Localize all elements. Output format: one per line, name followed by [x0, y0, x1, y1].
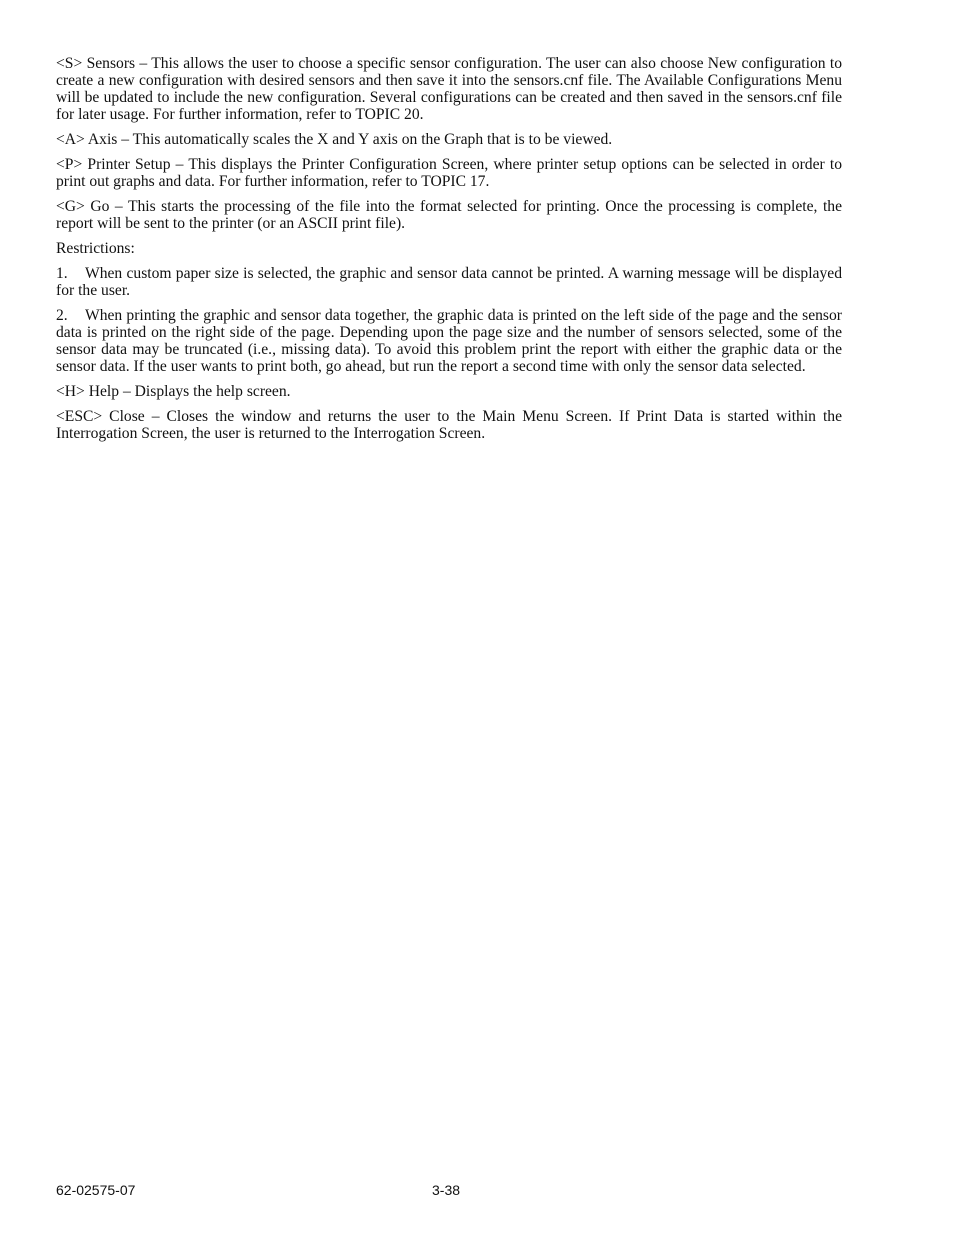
restriction-text-2: When printing the graphic and sensor data together, the graphic data is printed on the left side of the page and the sensor data is printed on the right side of the page. Depending upon the page size and the number of sensors selected, some of the sensor data may be truncated (i.e., missing data). To avoid this problem print the report with either the graphic data or the sensor data. If the user wants to print both, go ahead, but run the report a second time with only the sensor data selected.: [56, 307, 842, 375]
restriction-number-1: 1.: [56, 265, 68, 282]
printer-setup-dash: –: [170, 156, 189, 173]
restrictions-heading: Restrictions:: [56, 240, 135, 257]
footer-page-number: 3-38: [432, 1182, 461, 1198]
axis-key: <A> Axis: [56, 131, 118, 148]
help-paragraph: [56, 383, 842, 400]
printer-setup-text: This displays the Printer Configuration Screen, where printer setup options can be selected in order to print out graphs and data. For further information, refer to TOPIC 17.: [56, 156, 842, 190]
close-key: <ESC> Close: [56, 408, 145, 425]
sensors-key: <S> Sensors: [56, 55, 136, 72]
page-body: [56, 55, 842, 450]
printer-setup-key: <P> Printer Setup: [56, 156, 171, 173]
restriction-number-2: 2.: [56, 307, 68, 324]
go-key: <G> Go: [56, 198, 110, 215]
close-paragraph: [56, 408, 842, 442]
go-dash: –: [109, 198, 128, 215]
axis-paragraph: [56, 131, 842, 148]
sensors-text: This allows the user to choose a specific sensor configuration. The user can also choose New configuration to create a new configuration with desired sensors and then save it into the sensors.cnf file. The Available Configurations Menu will be updated to include the new configuration. Several configurations can be created and then saved in the sensors.cnf file for later usage. For further information, refer to TOPIC 20.: [56, 55, 842, 123]
restriction-item-1: [56, 265, 842, 299]
footer-doc-number: 62-02575-07: [56, 1182, 136, 1198]
axis-dash: –: [117, 131, 133, 148]
axis-text: This automatically scales the X and Y axis on the Graph that is to be viewed.: [132, 131, 613, 148]
go-text: This starts the processing of the file into the format selected for printing. Once the processing is complete, the report will be sent to the printer (or an ASCII print file).: [56, 198, 842, 232]
sensors-dash: –: [135, 55, 152, 72]
restriction-item-2: [56, 307, 842, 375]
printer-setup-paragraph: [56, 156, 842, 190]
sensors-paragraph: [56, 55, 842, 123]
restriction-text-1: When custom paper size is selected, the graphic and sensor data cannot be printed. A warning message will be displayed for the user.: [56, 265, 842, 299]
help-text: Displays the help screen.: [134, 383, 291, 400]
close-dash: –: [144, 408, 167, 425]
close-text: Closes the window and returns the user to the Main Menu Screen. If Print Data is started within the Interrogation Screen, the user is returned to the Interrogation Screen.: [56, 408, 843, 442]
help-key: <H> Help: [56, 383, 120, 400]
go-paragraph: [56, 198, 842, 232]
help-dash: –: [119, 383, 135, 400]
